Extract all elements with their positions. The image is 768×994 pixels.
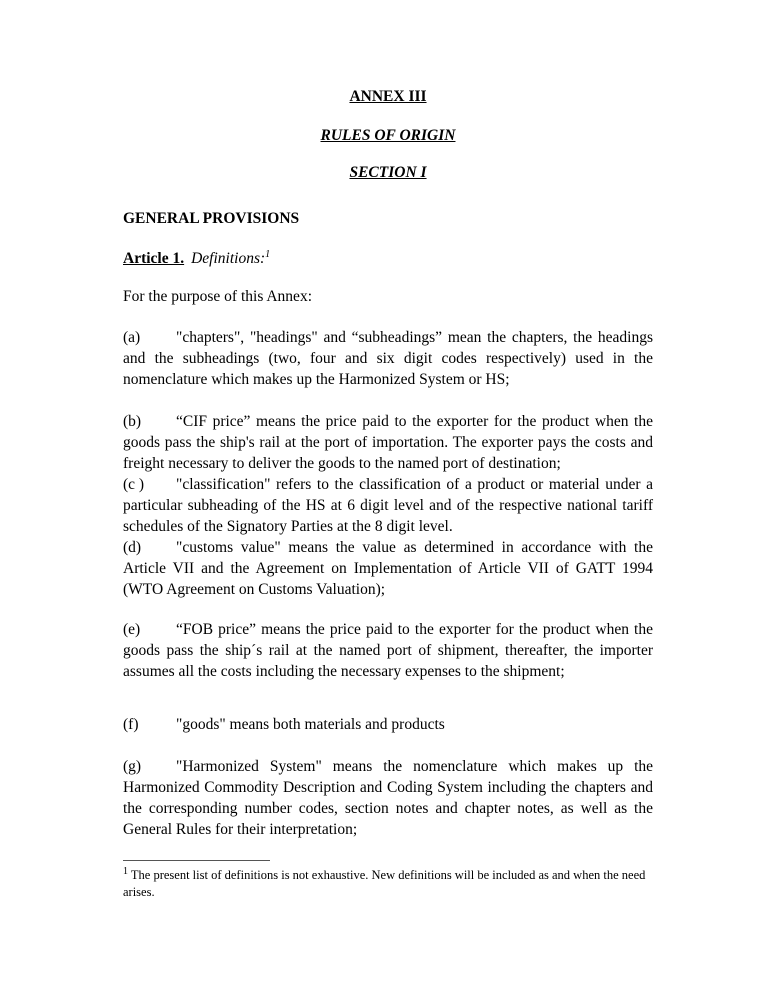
general-provisions-heading: GENERAL PROVISIONS bbox=[123, 210, 300, 227]
definition-text: "classification" refers to the classification of a product or material under a particular subheading of the HS at 6 digit level and of the respective national tariff schedules of the Signatory Parties at the 8 digit level. bbox=[123, 476, 653, 535]
definition-item-b bbox=[123, 411, 653, 474]
footnote-section bbox=[123, 860, 653, 901]
definition-label: (a) bbox=[123, 329, 141, 346]
article-definitions bbox=[191, 250, 270, 267]
definition-label: (b) bbox=[123, 413, 142, 430]
footnote bbox=[123, 867, 653, 901]
definition-text: "goods" means both materials and products bbox=[176, 716, 445, 733]
definition-item-a bbox=[123, 327, 653, 390]
definition-item-c bbox=[123, 474, 653, 537]
footnote-marker: 1 bbox=[123, 865, 128, 877]
annex-title: ANNEX III bbox=[349, 88, 427, 105]
footnote-divider bbox=[123, 860, 270, 861]
article-1-heading bbox=[123, 248, 653, 269]
definition-text: "chapters", "headings" and “subheadings” mean the chapters, the headings and the subheadings (two, four and six digit codes respectively) used in the nomenclature which makes up the Harmonized System or HS; bbox=[123, 329, 653, 388]
definition-item-g bbox=[123, 756, 653, 840]
section-title: SECTION I bbox=[349, 164, 427, 181]
definition-item-f bbox=[123, 714, 653, 735]
definition-text: "customs value" means the value as determined in accordance with the Article VII and the Agreement on Implementation of Article VII of GATT 1994 (WTO Agreement on Customs Valuation); bbox=[123, 539, 653, 598]
definition-item-e bbox=[123, 619, 653, 682]
definition-text: "Harmonized System" means the nomenclature which makes up the Harmonized Commodity Description and Coding System including the chapters and the corresponding number codes, section notes and chapter notes, as well as the General Rules for their interpretation; bbox=[123, 758, 653, 838]
footnote-reference: 1 bbox=[265, 248, 271, 260]
definition-label: (g) bbox=[123, 758, 142, 775]
definition-label: (f) bbox=[123, 716, 139, 733]
rules-of-origin-title: RULES OF ORIGIN bbox=[320, 127, 456, 144]
footnote-text: The present list of definitions is not exhaustive. New definitions will be included as and when the need arises. bbox=[123, 868, 646, 899]
intro-paragraph: For the purpose of this Annex: bbox=[123, 288, 312, 305]
definition-text: “CIF price” means the price paid to the exporter for the product when the goods pass the ship's rail at the port of importation. The exporter pays the costs and freight necessary to deliver the goods to the named port of destination; bbox=[123, 413, 653, 472]
article-definitions-text: Definitions: bbox=[191, 250, 266, 267]
definition-label: (c ) bbox=[123, 476, 145, 493]
definition-item-d bbox=[123, 537, 653, 600]
definition-label: (e) bbox=[123, 621, 141, 638]
definition-text: “FOB price” means the price paid to the exporter for the product when the goods pass the ship´s rail at the named port of shipment, thereafter, the importer assumes all the costs including the necessary expenses to the shipment; bbox=[123, 621, 653, 680]
article-label: Article 1. bbox=[123, 250, 185, 267]
definition-label: (d) bbox=[123, 539, 142, 556]
